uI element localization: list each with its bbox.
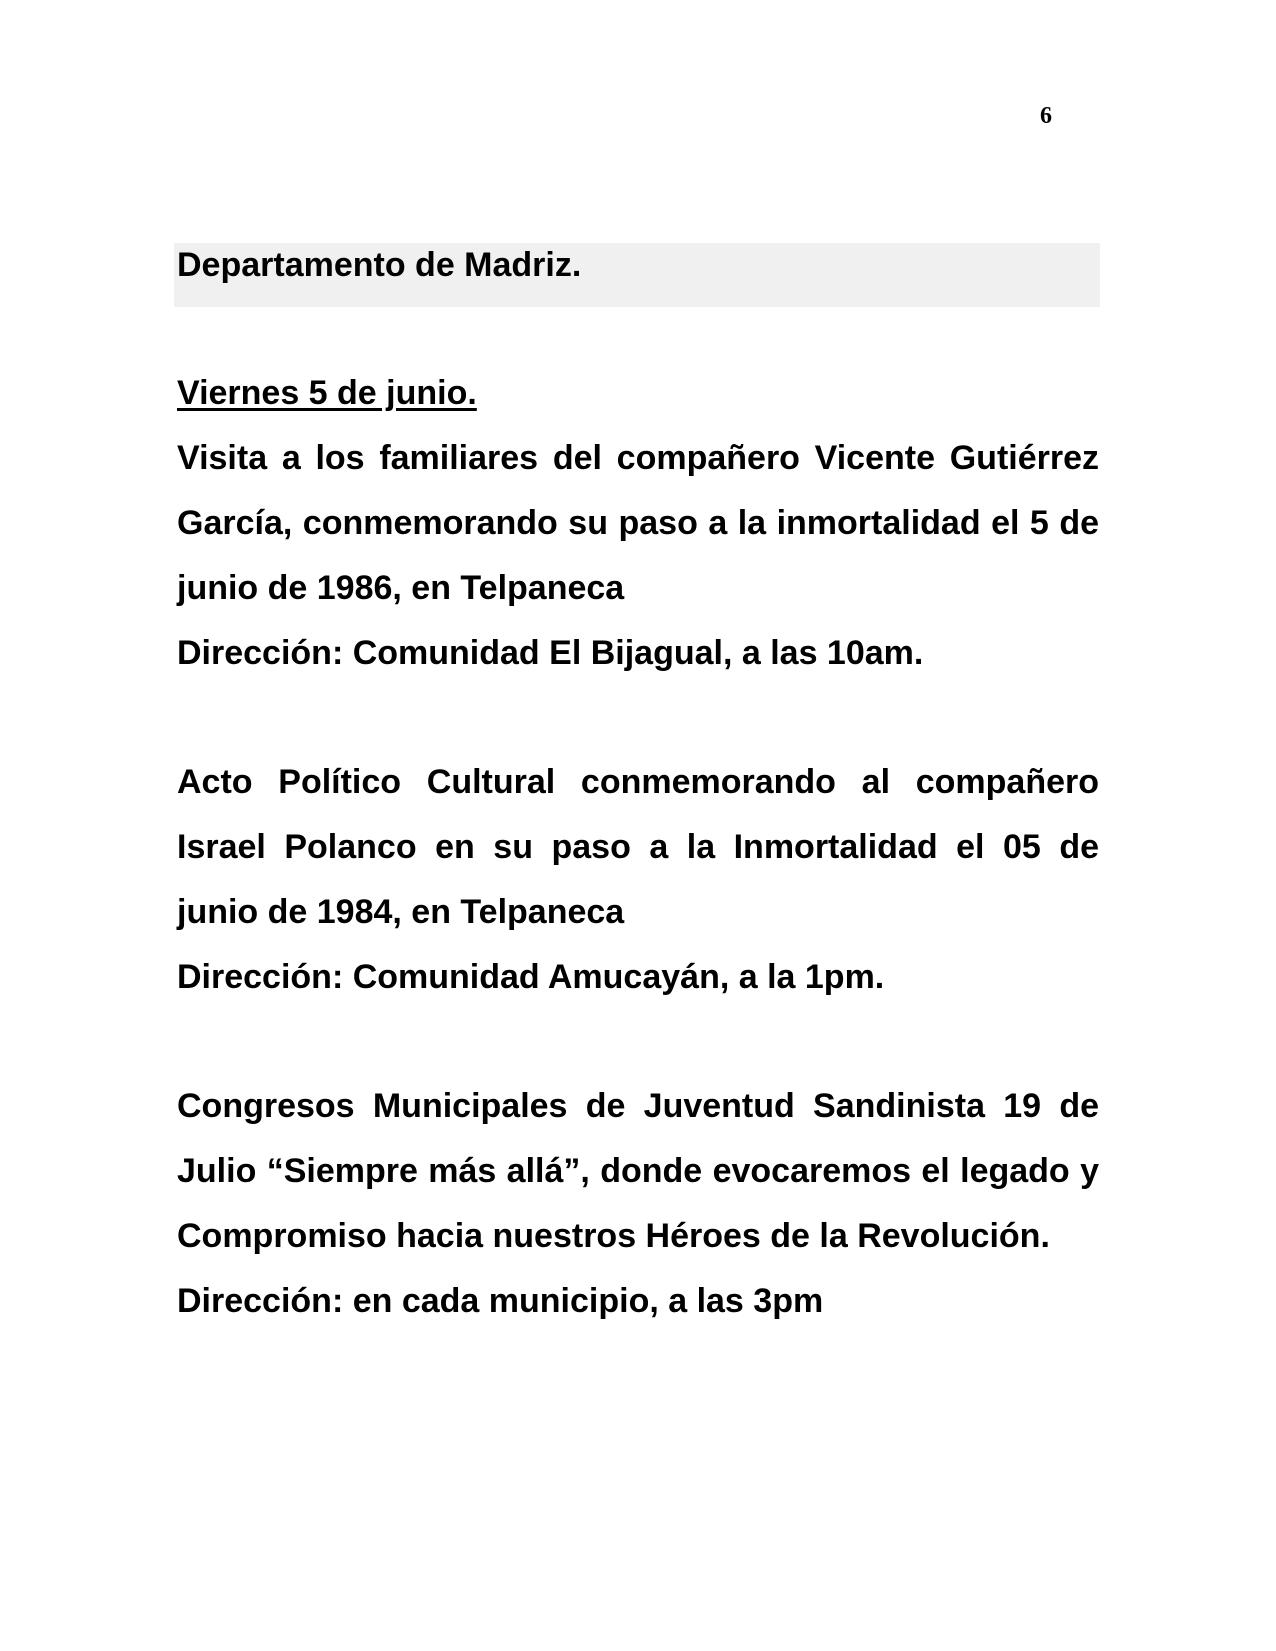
event-description: Visita a los familiares del compañero Vicente Gutiérrez García, conmemorando su paso a la inmortalidad el 5 de junio de 1986, en Telpaneca bbox=[177, 439, 1099, 607]
event-item bbox=[177, 750, 1099, 1010]
event-item bbox=[177, 1074, 1099, 1334]
event-description: Congresos Municipales de Juventud Sandinista 19 de Julio “Siempre más allá”, donde evocaremos el legado y Compromiso hacia nuestros Héroes de la Revolución. bbox=[177, 1087, 1099, 1255]
event-direction: Dirección: Comunidad El Bijagual, a las 10am. bbox=[177, 634, 924, 672]
page-number: 6 bbox=[1040, 103, 1052, 129]
event-direction: Dirección: en cada municipio, a las 3pm bbox=[177, 1282, 824, 1320]
date-heading: Viernes 5 de junio. bbox=[177, 374, 477, 412]
event-item bbox=[177, 426, 1099, 686]
event-direction: Dirección: Comunidad Amucayán, a la 1pm. bbox=[177, 958, 885, 996]
department-title: Departamento de Madriz. bbox=[177, 246, 582, 284]
event-description: Acto Político Cultural conmemorando al compañero Israel Polanco en su paso a la Inmortalidad el 05 de junio de 1984, en Telpaneca bbox=[177, 763, 1099, 931]
